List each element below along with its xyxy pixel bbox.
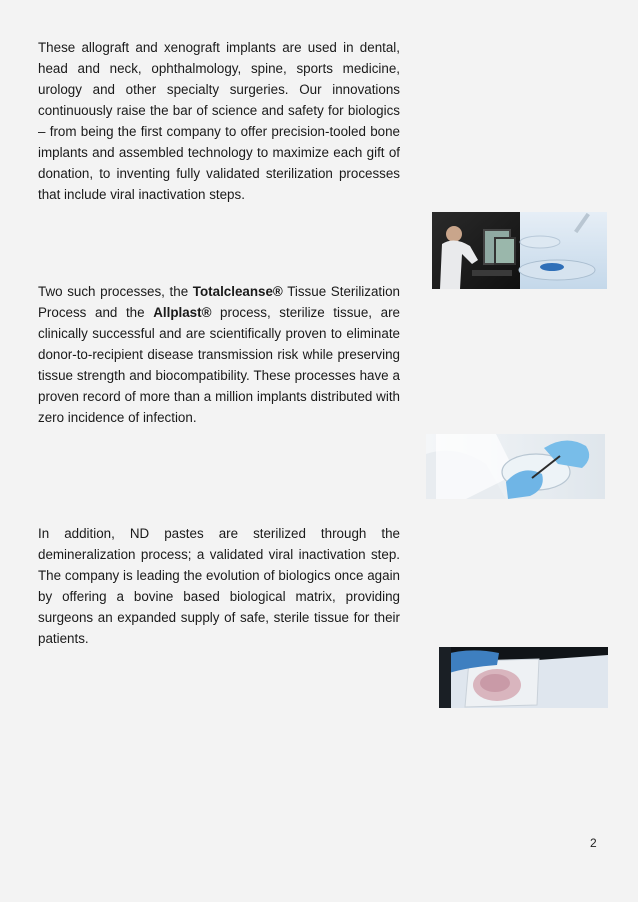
paragraph-implants-usage: These allograft and xenograft implants are used in dental, head and neck, ophthalmology, spine, sports medicine, urology and other specialty surgeries. Our innovations continuously raise the bar of science and safety for biologics – from being the first company to offer precision-tooled bone implants and assembled technology to maximize each gift of donation, to inventing fully validated sterilization processes that include viral inactivation steps. xyxy=(38,40,400,202)
gloved-hands-petri-photo xyxy=(426,434,605,499)
lab-scientist-photo xyxy=(432,212,607,289)
page-number: 2 xyxy=(590,836,597,850)
p2-text-1: Two such processes, the xyxy=(38,284,193,299)
paragraph-sterilization-processes xyxy=(38,281,400,428)
p2-text-2: Tissue Sterilization Process and the xyxy=(38,284,401,320)
tissue-sheet-photo xyxy=(439,647,608,708)
allplast-brand: Allplast® xyxy=(153,305,212,320)
p2-text-3: process, sterilize tissue, are clinically successful and are scientifically proven to eliminate donor-to-recipient disease transmission risk while preserving tissue strength and biocompatibility. These processes have a proven record of more than a million implants distributed with zero incidence of infection. xyxy=(38,305,400,425)
paragraph-nd-pastes: In addition, ND pastes are sterilized through the demineralization process; a validated viral inactivation step. The company is leading the evolution of biologics once again by offering a bovine based biological matrix, providing surgeons an expanded supply of safe, sterile tissue for their patients. xyxy=(38,526,400,646)
totalcleanse-brand: Totalcleanse® xyxy=(192,284,283,299)
